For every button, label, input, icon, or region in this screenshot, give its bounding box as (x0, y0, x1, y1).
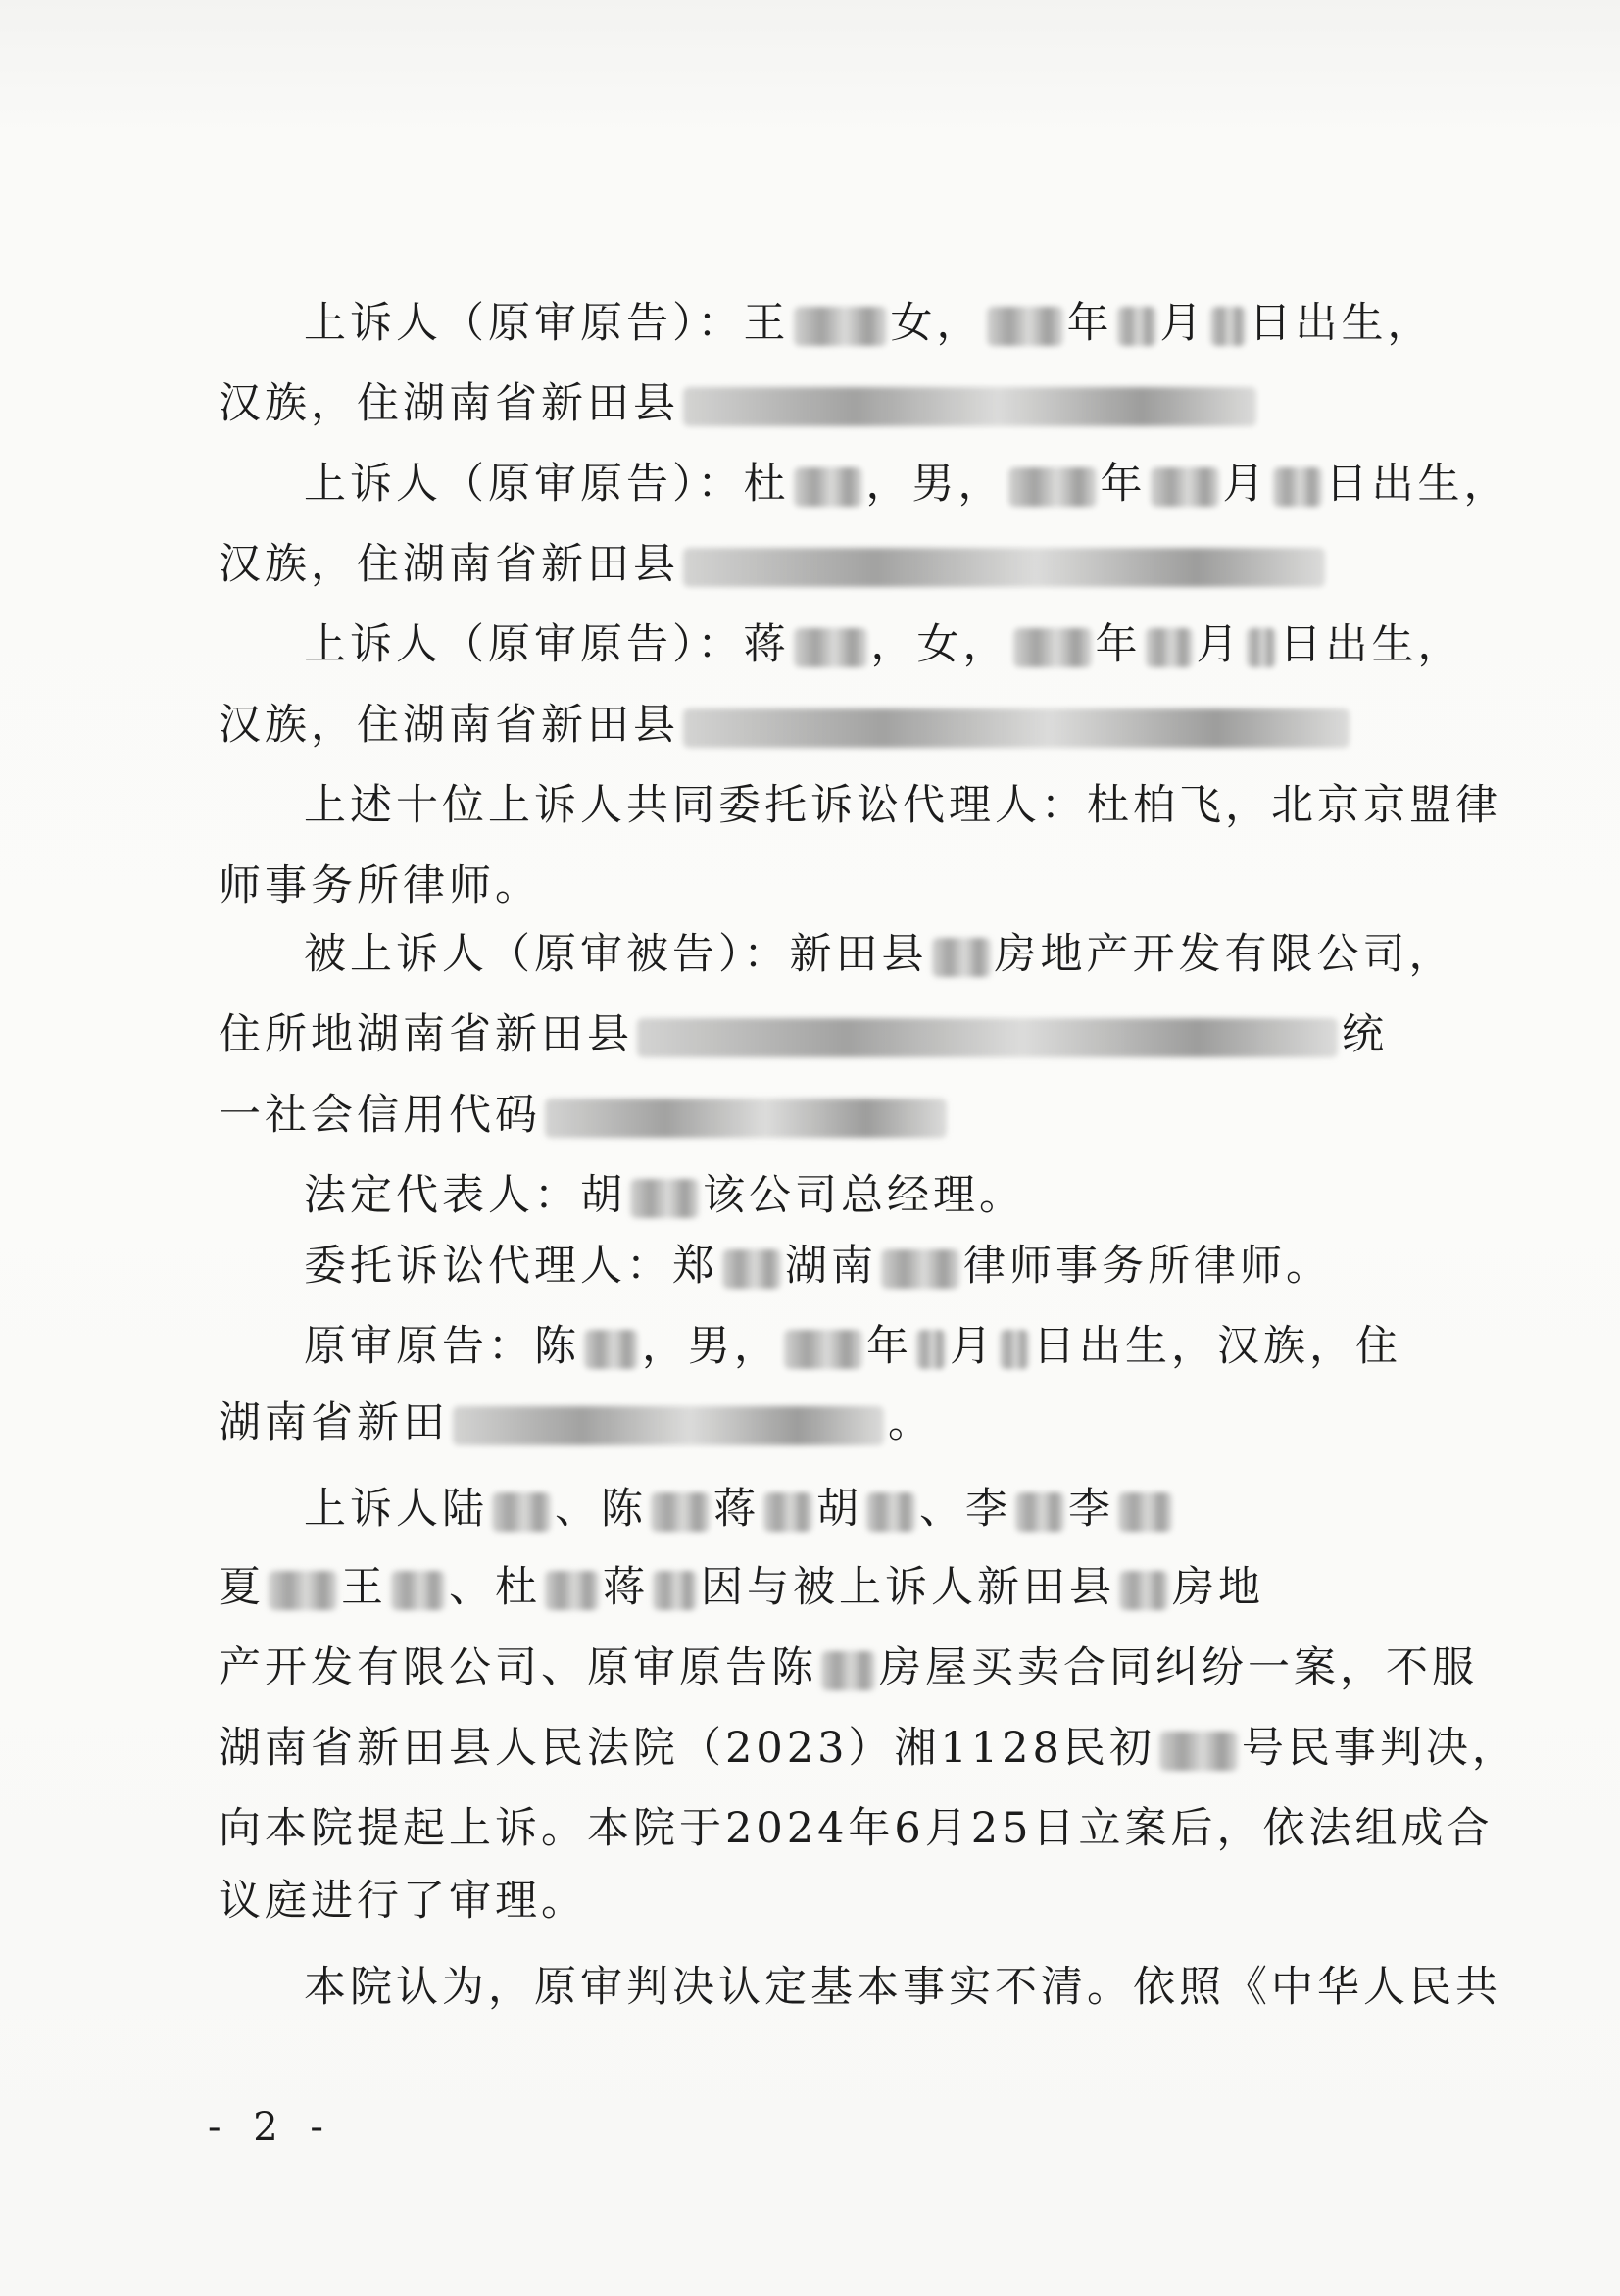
text-segment: 委托诉讼代理人：郑 (304, 1242, 718, 1291)
redaction (269, 1571, 337, 1610)
redaction (1000, 1330, 1029, 1369)
text-line (304, 925, 1455, 984)
redaction (651, 1492, 710, 1532)
text-segment: 法定代表人：胡 (304, 1171, 626, 1220)
redaction (1008, 467, 1097, 507)
redaction (1117, 307, 1156, 346)
redaction (784, 1330, 862, 1369)
text-segment: 律师事务所律师。 (963, 1242, 1332, 1291)
redaction (653, 1571, 697, 1610)
page-number: - 2 - (208, 2105, 333, 2150)
text-segment: 上诉人（原审原告）：王 (304, 299, 790, 348)
text-segment: 蒋 (603, 1563, 649, 1612)
text-segment: ，女， (870, 620, 1009, 669)
redaction (722, 1249, 781, 1289)
text-line (219, 1086, 951, 1145)
text-segment: 王 (341, 1563, 387, 1612)
text-line (219, 374, 1260, 433)
text-segment: 年 (1100, 460, 1147, 509)
text-segment: 日出生，汉族，住 (1033, 1322, 1401, 1371)
redaction (916, 1330, 946, 1369)
redaction (794, 628, 867, 667)
text-line (219, 535, 1329, 594)
text-line (219, 856, 541, 915)
redaction (794, 307, 887, 346)
text-line (219, 696, 1353, 755)
redaction (545, 1099, 947, 1138)
text-segment: 湖南省新田 (219, 1398, 449, 1447)
text-segment: 、李 (919, 1485, 1011, 1534)
redaction (1118, 1492, 1172, 1532)
text-segment: 汉族，住湖南省新田县 (219, 701, 679, 750)
text-segment: 李 (1068, 1485, 1114, 1534)
redaction (987, 307, 1063, 346)
text-line (304, 1480, 1176, 1539)
text-line (219, 1872, 587, 1930)
text-line (219, 1799, 1494, 1858)
text-segment: 、杜 (449, 1563, 541, 1612)
text-segment: 蒋 (713, 1485, 760, 1534)
text-segment: 年 (866, 1322, 912, 1371)
text-segment: 月 (1196, 620, 1243, 669)
text-line (304, 294, 1434, 353)
redaction (1015, 1492, 1064, 1532)
text-segment: 汉族，住湖南省新田县 (219, 540, 679, 589)
redaction (866, 1492, 915, 1532)
redaction (1013, 628, 1092, 667)
redaction (637, 1018, 1338, 1057)
redaction (1210, 307, 1246, 346)
text-segment: 汉族，住湖南省新田县 (219, 379, 679, 428)
text-segment: 湖南省新田县人民法院（2023）湘1128民初 (219, 1724, 1155, 1773)
redaction (932, 938, 991, 977)
text-line (304, 776, 1501, 835)
redaction (1273, 467, 1322, 507)
text-segment: 师事务所律师。 (219, 861, 541, 910)
text-segment: 本院认为，原审判决认定基本事实不清。依照《中华人民共 (304, 1963, 1501, 2012)
redaction (821, 1651, 875, 1690)
text-line (219, 1638, 1478, 1697)
text-line (304, 615, 1464, 674)
text-segment: 房地产开发有限公司， (994, 930, 1455, 979)
text-segment: ，男， (642, 1322, 780, 1371)
text-segment: 该公司总经理。 (703, 1171, 1025, 1220)
text-line (304, 455, 1510, 513)
text-segment: 向本院提起上诉。本院于2024年6月25日立案后，依法组成合 (219, 1804, 1494, 1853)
text-segment: 产开发有限公司、原审原告陈 (219, 1643, 817, 1692)
redaction (1119, 1571, 1168, 1610)
text-segment: 胡 (816, 1485, 862, 1534)
text-segment: 上诉人陆 (304, 1485, 488, 1534)
redaction (1159, 1732, 1238, 1771)
text-segment: 夏 (219, 1563, 265, 1612)
text-line (219, 1393, 934, 1452)
text-segment: 住所地湖南省新田县 (219, 1010, 633, 1059)
text-segment: 房屋买卖合同纠纷一案，不服 (879, 1643, 1478, 1692)
text-line (304, 1317, 1401, 1376)
redaction (881, 1249, 959, 1289)
text-segment: 年 (1066, 299, 1113, 348)
redaction (584, 1330, 638, 1369)
text-segment: 湖南 (785, 1242, 877, 1291)
redaction (391, 1571, 445, 1610)
text-segment: 上诉人（原审原告）：蒋 (304, 620, 790, 669)
text-segment: 日出生， (1249, 299, 1434, 348)
text-segment: 月 (950, 1322, 996, 1371)
text-segment: 女， (890, 299, 983, 348)
redaction (1247, 628, 1276, 667)
redaction (630, 1179, 699, 1218)
text-segment: 被上诉人（原审被告）：新田县 (304, 930, 928, 979)
text-segment: ，男， (865, 460, 1005, 509)
text-segment: 月 (1222, 460, 1269, 509)
redaction (1146, 628, 1193, 667)
text-line (304, 1958, 1501, 2017)
text-segment: 上诉人（原审原告）：杜 (304, 460, 790, 509)
text-segment: 日出生， (1279, 620, 1464, 669)
text-segment: 房地 (1172, 1563, 1264, 1612)
redaction (545, 1571, 599, 1610)
text-segment: 号民事判决， (1241, 1724, 1518, 1773)
redaction (1151, 467, 1219, 507)
text-segment: 因与被上诉人新田县 (701, 1563, 1115, 1612)
redaction (794, 467, 862, 507)
text-line (219, 1005, 1388, 1064)
text-segment: 。 (888, 1398, 934, 1447)
text-line (304, 1237, 1332, 1295)
text-segment: 月 (1159, 299, 1206, 348)
text-line (219, 1558, 1264, 1617)
redaction (492, 1492, 551, 1532)
text-line (304, 1166, 1025, 1225)
text-segment: 日出生， (1325, 460, 1510, 509)
text-segment: 一社会信用代码 (219, 1091, 541, 1140)
text-line (219, 1719, 1518, 1778)
redaction (763, 1492, 812, 1532)
text-segment: 统 (1342, 1010, 1388, 1059)
text-segment: 上述十位上诉人共同委托诉讼代理人：杜柏飞，北京京盟律 (304, 781, 1501, 830)
text-segment: 原审原告：陈 (304, 1322, 580, 1371)
redaction (683, 548, 1325, 587)
text-segment: 议庭进行了审理。 (219, 1877, 587, 1926)
text-segment: 年 (1095, 620, 1142, 669)
redaction (683, 387, 1256, 426)
redaction (453, 1406, 884, 1445)
redaction (683, 708, 1350, 748)
text-segment: 、陈 (555, 1485, 647, 1534)
